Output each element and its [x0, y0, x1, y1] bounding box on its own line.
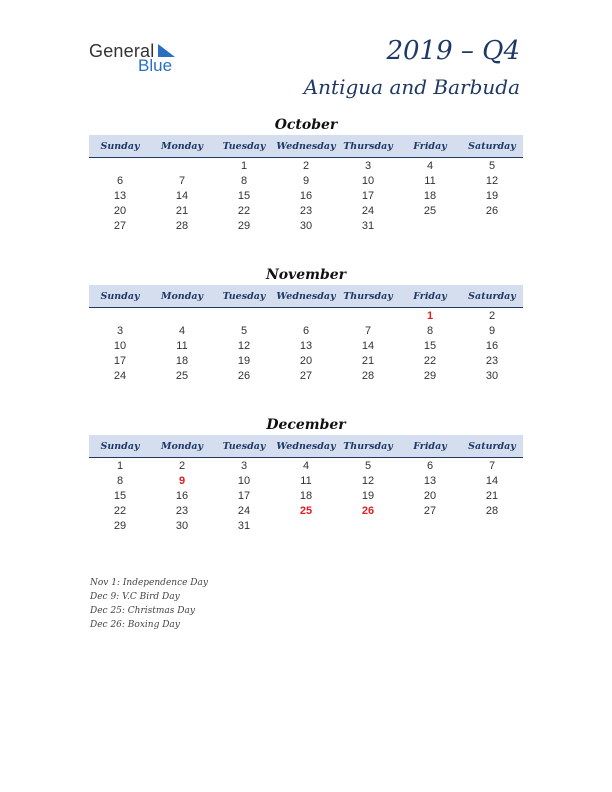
date-cell: 3	[116, 324, 124, 337]
date-cell: 28	[485, 505, 499, 518]
date-cell: 13	[113, 189, 127, 202]
date-cell: 13	[423, 474, 437, 487]
date-cell: 26	[485, 205, 499, 218]
page-title: 2019 – Q4	[386, 36, 520, 66]
date-cell: 8	[240, 174, 248, 187]
generalblue-logo	[89, 41, 189, 77]
holiday-notes	[90, 576, 208, 632]
weekday-label: Friday	[413, 140, 447, 152]
date-cell: 7	[488, 459, 496, 472]
holiday-date-cell: 1	[426, 309, 434, 322]
date-cell: 2	[302, 159, 310, 172]
week-row	[89, 308, 523, 323]
date-cell: 22	[113, 505, 127, 518]
date-cell: 27	[423, 505, 437, 518]
week-row	[89, 519, 523, 534]
date-cell: 30	[299, 220, 313, 233]
weekday-label: Tuesday	[222, 140, 266, 152]
weekday-label: Sunday	[100, 140, 140, 152]
weekday-header-row	[89, 135, 523, 158]
date-cell: 23	[485, 355, 499, 368]
holiday-note: Dec 26: Boxing Day	[90, 620, 180, 630]
weekday-label: Thursday	[343, 140, 393, 152]
week-row	[89, 338, 523, 353]
weekday-label: Saturday	[468, 140, 516, 152]
date-cell: 30	[485, 370, 499, 383]
date-cell: 17	[237, 489, 251, 502]
date-cell: 1	[116, 459, 124, 472]
date-cell: 14	[175, 189, 189, 202]
date-cell: 25	[175, 370, 189, 383]
holiday-note: Dec 9: V.C Bird Day	[90, 592, 180, 602]
date-cell: 21	[175, 205, 189, 218]
weekday-label: Sunday	[100, 290, 140, 302]
date-cell: 8	[116, 474, 124, 487]
weekday-label: Friday	[413, 440, 447, 452]
date-cell: 31	[361, 220, 375, 233]
date-cell: 1	[240, 159, 248, 172]
week-row	[89, 219, 523, 234]
week-row	[89, 504, 523, 519]
month-december	[89, 415, 523, 534]
month-title: December	[266, 417, 346, 433]
date-cell: 10	[237, 474, 251, 487]
week-row	[89, 369, 523, 384]
date-cell: 23	[175, 505, 189, 518]
weekday-label: Wednesday	[276, 440, 336, 452]
date-cell: 22	[423, 355, 437, 368]
week-row	[89, 158, 523, 173]
weekday-label: Monday	[160, 290, 204, 302]
date-cell: 3	[240, 459, 248, 472]
week-row	[89, 488, 523, 503]
date-cell: 7	[364, 324, 372, 337]
date-cell: 11	[176, 339, 188, 352]
logo-general-text: General	[89, 41, 155, 61]
month-october	[89, 115, 523, 234]
date-cell: 8	[426, 324, 434, 337]
holiday-note: Dec 25: Christmas Day	[90, 606, 195, 616]
date-cell: 14	[361, 339, 375, 352]
date-cell: 23	[299, 205, 313, 218]
date-cell: 4	[426, 159, 434, 172]
date-cell: 25	[423, 205, 437, 218]
date-cell: 17	[113, 355, 127, 368]
date-cell: 6	[116, 174, 124, 187]
date-cell: 27	[299, 370, 313, 383]
weekday-label: Wednesday	[276, 290, 336, 302]
date-cell: 18	[175, 355, 189, 368]
date-cell: 11	[300, 474, 312, 487]
date-cell: 7	[178, 174, 186, 187]
date-cell: 16	[175, 489, 189, 502]
date-cell: 10	[361, 174, 375, 187]
weekday-label: Thursday	[343, 440, 393, 452]
weekday-label: Wednesday	[276, 140, 336, 152]
country-subtitle: Antigua and Barbuda	[303, 75, 520, 99]
date-cell: 12	[361, 474, 375, 487]
date-cell: 28	[361, 370, 375, 383]
week-row	[89, 204, 523, 219]
date-cell: 12	[237, 339, 251, 352]
date-cell: 5	[364, 459, 372, 472]
date-cell: 2	[178, 459, 186, 472]
weekday-header-row	[89, 285, 523, 308]
date-cell: 15	[237, 189, 251, 202]
date-cell: 21	[361, 355, 375, 368]
week-row	[89, 473, 523, 488]
weekday-label: Tuesday	[222, 290, 266, 302]
date-cell: 20	[113, 205, 127, 218]
weekday-label: Saturday	[468, 290, 516, 302]
date-cell: 4	[178, 324, 186, 337]
date-cell: 29	[237, 220, 251, 233]
date-cell: 15	[113, 489, 127, 502]
week-row	[89, 458, 523, 473]
weekday-label: Friday	[413, 290, 447, 302]
date-cell: 31	[237, 520, 251, 533]
date-cell: 5	[488, 159, 496, 172]
date-cell: 30	[175, 520, 189, 533]
holiday-date-cell: 26	[361, 505, 375, 518]
date-cell: 19	[485, 189, 499, 202]
weekday-label: Thursday	[343, 290, 393, 302]
weekday-label: Monday	[160, 440, 204, 452]
weekday-label: Sunday	[100, 440, 140, 452]
holiday-date-cell: 25	[299, 505, 313, 518]
date-cell: 29	[423, 370, 437, 383]
holiday-note: Nov 1: Independence Day	[90, 578, 208, 588]
date-cell: 18	[299, 489, 313, 502]
date-cell: 17	[361, 189, 375, 202]
weekday-label: Saturday	[468, 440, 516, 452]
date-cell: 14	[485, 474, 499, 487]
date-cell: 15	[423, 339, 437, 352]
date-cell: 21	[485, 489, 499, 502]
date-cell: 3	[364, 159, 372, 172]
date-cell: 5	[240, 324, 248, 337]
date-cell: 12	[485, 174, 499, 187]
date-cell: 16	[299, 189, 313, 202]
date-cell: 24	[237, 505, 251, 518]
month-november	[89, 265, 523, 384]
weekday-label: Monday	[160, 140, 204, 152]
week-row	[89, 188, 523, 203]
date-cell: 24	[113, 370, 127, 383]
date-cell: 18	[423, 189, 437, 202]
date-cell: 16	[485, 339, 499, 352]
month-title: October	[274, 117, 338, 133]
weekday-header-row	[89, 435, 523, 458]
date-cell: 11	[424, 174, 436, 187]
date-cell: 22	[237, 205, 251, 218]
date-cell: 19	[237, 355, 251, 368]
holiday-date-cell: 9	[178, 474, 186, 487]
date-cell: 26	[237, 370, 251, 383]
date-cell: 4	[302, 459, 310, 472]
month-title: November	[265, 267, 347, 283]
date-cell: 6	[302, 324, 310, 337]
date-cell: 9	[302, 174, 310, 187]
week-row	[89, 173, 523, 188]
weekday-label: Tuesday	[222, 440, 266, 452]
date-cell: 24	[361, 205, 375, 218]
week-row	[89, 323, 523, 338]
week-row	[89, 354, 523, 369]
date-cell: 9	[488, 324, 496, 337]
date-cell: 2	[488, 309, 496, 322]
date-cell: 13	[299, 339, 313, 352]
date-cell: 19	[361, 489, 375, 502]
date-cell: 27	[113, 220, 127, 233]
date-cell: 10	[113, 339, 127, 352]
date-cell: 6	[426, 459, 434, 472]
date-cell: 20	[423, 489, 437, 502]
date-cell: 20	[299, 355, 313, 368]
date-cell: 29	[113, 520, 127, 533]
date-cell: 28	[175, 220, 189, 233]
logo-blue-text: Blue	[138, 56, 173, 75]
